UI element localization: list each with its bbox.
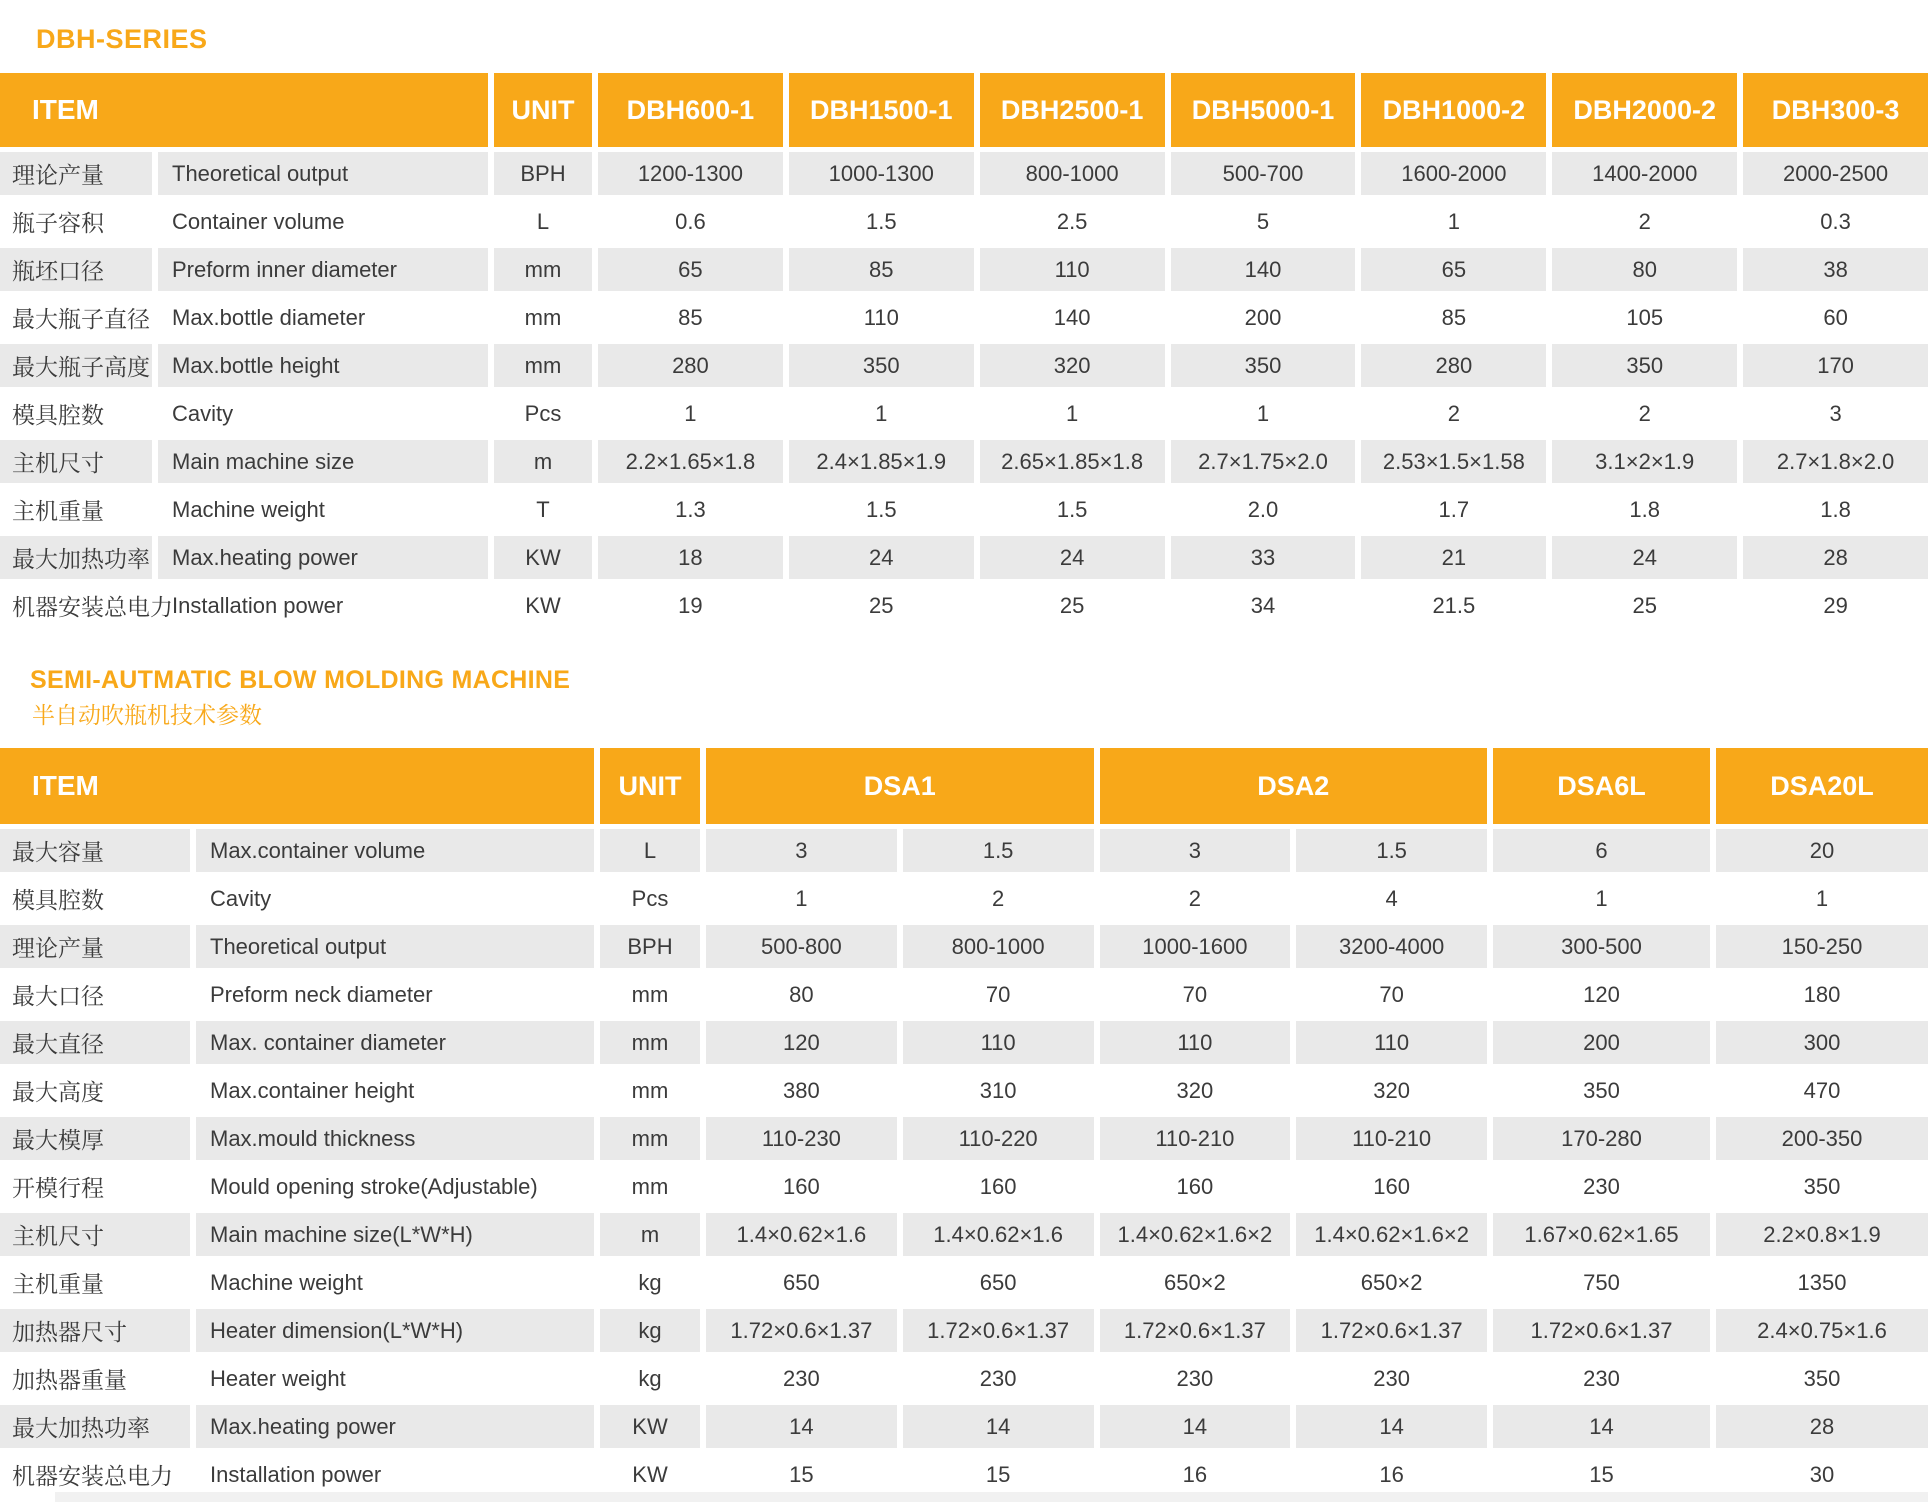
- cell-value: 25: [1059, 592, 1085, 618]
- cell-value: 65: [1361, 248, 1546, 291]
- row-label-en: Main machine size(L*W*H): [196, 1213, 594, 1256]
- row-label-en: Preform inner diameter: [158, 248, 488, 291]
- cell-value: 5: [1256, 208, 1270, 234]
- cell-value: 2.2×0.8×1.9: [1716, 1213, 1928, 1256]
- cell-value: 70: [985, 981, 1011, 1007]
- row-label-en: Installation power: [172, 592, 344, 618]
- column-header-item: ITEM: [0, 748, 594, 824]
- row-label-zh: 主机重量: [12, 1271, 104, 1297]
- column-header-model: DBH1000-2: [1361, 73, 1546, 147]
- cell-value: 1200-1300: [598, 152, 783, 195]
- cell-value: 0.3: [1820, 208, 1851, 234]
- cell-value: 2: [1188, 885, 1201, 911]
- cell-value: 110: [980, 248, 1165, 291]
- cell-value: 14: [1493, 1405, 1710, 1448]
- cell-value: 320: [1176, 1077, 1214, 1103]
- cell-value: 320: [1373, 1077, 1410, 1103]
- cell-value: 0.6: [675, 208, 706, 234]
- cell-value: 2.4×0.75×1.6: [1716, 1309, 1928, 1352]
- cell-value: 230: [1583, 1173, 1620, 1199]
- cell-value: 3200-4000: [1296, 925, 1487, 968]
- cell-value: 1400-2000: [1552, 152, 1737, 195]
- cell-value: 350: [1171, 344, 1356, 387]
- cell-value: 25: [1632, 592, 1657, 618]
- cell-value: 230: [1583, 1365, 1620, 1391]
- cell-value: 1.72×0.6×1.37: [903, 1309, 1094, 1352]
- cell-value: 28: [1716, 1405, 1928, 1448]
- row-label-zh: 最大瓶子直径: [12, 306, 150, 332]
- column-header-unit: UNIT: [494, 73, 592, 147]
- cell-value: 1: [1447, 208, 1460, 234]
- row-label-en: Cavity: [210, 885, 272, 911]
- cell-value: 1.72×0.6×1.37: [1493, 1309, 1710, 1352]
- row-label-en: Theoretical output: [158, 152, 488, 195]
- cell-value: 16: [1379, 1461, 1404, 1487]
- cell-value: 105: [1626, 304, 1664, 330]
- row-label-en: Max.bottle height: [158, 344, 488, 387]
- cell-value: 2: [1638, 208, 1651, 234]
- cell-value: 21.5: [1432, 592, 1476, 618]
- row-unit: T: [536, 496, 550, 522]
- cell-value: 60: [1823, 304, 1848, 330]
- row-label-zh: 加热器重量: [12, 1367, 127, 1393]
- cell-value: 85: [1441, 304, 1467, 330]
- column-header-model: DBH1500-1: [789, 73, 974, 147]
- cell-value: 2.2×1.65×1.8: [598, 440, 783, 483]
- cell-value: 4: [1385, 885, 1398, 911]
- cell-value: 320: [980, 344, 1165, 387]
- cell-value: 20: [1716, 829, 1928, 872]
- cell-value: 70: [1182, 981, 1208, 1007]
- row-label-zh: 最大瓶子高度: [0, 344, 152, 387]
- cell-value: 230: [1176, 1365, 1214, 1391]
- cell-value: 1.72×0.6×1.37: [1100, 1309, 1291, 1352]
- cell-value: 16: [1182, 1461, 1208, 1487]
- cell-value: 14: [1296, 1405, 1487, 1448]
- cell-value: 38: [1743, 248, 1928, 291]
- cell-value: 34: [1250, 592, 1276, 618]
- row-unit: mm: [631, 981, 669, 1007]
- row-unit: mm: [494, 344, 592, 387]
- cell-value: 160: [979, 1173, 1017, 1199]
- cell-value: 15: [789, 1461, 814, 1487]
- cell-value: 3: [706, 829, 897, 872]
- cell-value: 1: [1256, 400, 1270, 426]
- cell-value: 350: [1552, 344, 1737, 387]
- cell-value: 2: [1447, 400, 1460, 426]
- row-label-en: Max.bottle diameter: [172, 304, 366, 330]
- cell-value: 80: [1552, 248, 1737, 291]
- cell-value: 800-1000: [903, 925, 1094, 968]
- row-unit: L: [536, 208, 550, 234]
- cell-value: 170-280: [1493, 1117, 1710, 1160]
- row-unit: KW: [600, 1405, 700, 1448]
- column-header-model: DSA20L: [1716, 748, 1928, 824]
- cell-value: 200: [1244, 304, 1282, 330]
- cell-value: 1.4×0.62×1.6×2: [1100, 1213, 1291, 1256]
- cell-value: 350: [1803, 1173, 1841, 1199]
- cell-value: 120: [1583, 981, 1620, 1007]
- cell-value: 350: [789, 344, 974, 387]
- cell-value: 6: [1493, 829, 1710, 872]
- row-unit: KW: [525, 592, 561, 618]
- row-label-en: Max.container volume: [196, 829, 594, 872]
- cell-value: 18: [598, 536, 783, 579]
- column-header-model: DSA2: [1100, 748, 1488, 824]
- cell-value: 1000-1600: [1100, 925, 1291, 968]
- row-label-en: Max.heating power: [196, 1405, 594, 1448]
- cell-value: 3.1×2×1.9: [1552, 440, 1737, 483]
- cell-value: 2.53×1.5×1.58: [1361, 440, 1546, 483]
- row-unit: kg: [638, 1269, 662, 1295]
- row-unit: L: [600, 829, 700, 872]
- row-label-zh: 最大容量: [0, 829, 190, 872]
- cell-value: 15: [1589, 1461, 1614, 1487]
- cell-value: 1.67×0.62×1.65: [1493, 1213, 1710, 1256]
- row-label-zh: 最大高度: [12, 1079, 104, 1105]
- cell-value: 230: [783, 1365, 820, 1391]
- cell-value: 2: [1638, 400, 1651, 426]
- column-header-model: DBH5000-1: [1171, 73, 1356, 147]
- row-unit: mm: [524, 304, 562, 330]
- cell-value: 33: [1171, 536, 1356, 579]
- row-label-zh: 机器安装总电力: [12, 594, 173, 620]
- row-label-en: Preform neck diameter: [210, 981, 433, 1007]
- cell-value: 2.5: [1056, 208, 1088, 234]
- column-header-unit: UNIT: [600, 748, 700, 824]
- cell-value: 140: [1171, 248, 1356, 291]
- cell-value: 1: [875, 400, 888, 426]
- row-unit: m: [600, 1213, 700, 1256]
- cell-value: 1.5: [865, 496, 897, 522]
- cell-value: 30: [1809, 1461, 1835, 1487]
- row-label-zh: 理论产量: [0, 925, 190, 968]
- cell-value: 800-1000: [980, 152, 1165, 195]
- cell-value: 1.72×0.6×1.37: [706, 1309, 897, 1352]
- cell-value: 19: [678, 592, 703, 618]
- row-label-en: Main machine size: [158, 440, 488, 483]
- cell-value: 350: [1583, 1077, 1620, 1103]
- cell-value: 3: [1829, 400, 1842, 426]
- cell-value: 1.4×0.62×1.6: [903, 1213, 1094, 1256]
- cell-value: 1.8: [1629, 496, 1660, 522]
- cell-value: 650: [783, 1269, 820, 1295]
- cell-value: 160: [1373, 1173, 1410, 1199]
- row-label-en: Theoretical output: [196, 925, 594, 968]
- cell-value: 750: [1583, 1269, 1620, 1295]
- row-label-zh: 机器安装总电力: [12, 1463, 173, 1489]
- cell-value: 29: [1823, 592, 1848, 618]
- cell-value: 2: [992, 885, 1005, 911]
- cell-value: 170: [1743, 344, 1928, 387]
- cell-value: 500-700: [1171, 152, 1356, 195]
- row-unit: KW: [632, 1461, 668, 1487]
- row-label-en: Max.heating power: [158, 536, 488, 579]
- cell-value: 1.4×0.62×1.6: [706, 1213, 897, 1256]
- cell-value: 280: [1361, 344, 1546, 387]
- row-unit: mm: [631, 1173, 669, 1199]
- cell-value: 3: [1100, 829, 1291, 872]
- cell-value: 1.3: [675, 496, 706, 522]
- cell-value: 110: [903, 1021, 1094, 1064]
- cell-value: 650: [979, 1269, 1017, 1295]
- column-header-model: DBH2000-2: [1552, 73, 1737, 147]
- row-unit: kg: [638, 1365, 662, 1391]
- cell-value: 110-220: [903, 1117, 1094, 1160]
- cell-value: 350: [1803, 1365, 1841, 1391]
- column-header-model: DBH300-3: [1743, 73, 1928, 147]
- row-label-zh: 模具腔数: [12, 402, 104, 428]
- cell-value: 2000-2500: [1743, 152, 1928, 195]
- cell-value: 65: [598, 248, 783, 291]
- cell-value: 21: [1361, 536, 1546, 579]
- cell-value: 80: [789, 981, 814, 1007]
- row-label-zh: 瓶子容积: [12, 210, 104, 236]
- row-label-en: Cavity: [172, 400, 234, 426]
- cell-value: 310: [979, 1077, 1017, 1103]
- cell-value: 280: [598, 344, 783, 387]
- cell-value: 2.7×1.75×2.0: [1171, 440, 1356, 483]
- row-label-en: Max.mould thickness: [196, 1117, 594, 1160]
- row-label-en: Installation power: [210, 1461, 382, 1487]
- column-header-model: DSA1: [706, 748, 1094, 824]
- cell-value: 1.7: [1438, 496, 1470, 522]
- cell-value: 1.5: [1296, 829, 1487, 872]
- cell-value: 1600-2000: [1361, 152, 1546, 195]
- cell-value: 110-210: [1296, 1117, 1487, 1160]
- row-unit: mm: [631, 1077, 669, 1103]
- cell-value: 1.72×0.6×1.37: [1296, 1309, 1487, 1352]
- semi-auto-title-en: SEMI-AUTMATIC BLOW MOLDING MACHINE: [30, 666, 571, 694]
- cell-value: 85: [789, 248, 974, 291]
- row-unit: BPH: [600, 925, 700, 968]
- cell-value: 1000-1300: [789, 152, 974, 195]
- column-header-model: DBH2500-1: [980, 73, 1165, 147]
- cell-value: 1: [795, 885, 808, 911]
- cell-value: 14: [1100, 1405, 1291, 1448]
- row-label-zh: 最大模厚: [0, 1117, 190, 1160]
- cell-value: 160: [1176, 1173, 1214, 1199]
- row-label-zh: 最大口径: [12, 983, 104, 1009]
- row-label-en: Heater dimension(L*W*H): [196, 1309, 594, 1352]
- cell-value: 15: [985, 1461, 1011, 1487]
- cell-value: 1.5: [903, 829, 1094, 872]
- cell-value: 160: [783, 1173, 820, 1199]
- dbh-series-title: DBH-SERIES: [36, 24, 208, 54]
- semi-auto-title-zh: 半自动吹瓶机技术参数: [32, 702, 262, 728]
- cell-value: 1350: [1797, 1269, 1847, 1295]
- cell-value: 1.5: [1056, 496, 1088, 522]
- row-unit: BPH: [494, 152, 592, 195]
- cell-value: 650×2: [1360, 1269, 1423, 1295]
- cell-value: 180: [1803, 981, 1841, 1007]
- cell-value: 110-210: [1100, 1117, 1291, 1160]
- cell-value: 110: [1100, 1021, 1291, 1064]
- cell-value: 24: [1552, 536, 1737, 579]
- cell-value: 300-500: [1493, 925, 1710, 968]
- row-label-zh: 最大加热功率: [0, 1405, 190, 1448]
- cell-value: 1.4×0.62×1.6×2: [1296, 1213, 1487, 1256]
- row-label-zh: 开模行程: [12, 1175, 104, 1201]
- row-label-en: Max. container diameter: [196, 1021, 594, 1064]
- cell-value: 70: [1379, 981, 1404, 1007]
- dbh-series-spec-table: [0, 73, 1928, 627]
- cell-value: 25: [869, 592, 894, 618]
- row-label-en: Container volume: [172, 208, 345, 234]
- bottom-strip: [55, 1492, 1928, 1502]
- cell-value: 1.5: [865, 208, 897, 234]
- row-label-en: Mould opening stroke(Adjustable): [210, 1173, 538, 1199]
- cell-value: 300: [1716, 1021, 1928, 1064]
- cell-value: 2.0: [1247, 496, 1279, 522]
- row-label-zh: 主机尺寸: [0, 440, 152, 483]
- row-label-zh: 加热器尺寸: [0, 1309, 190, 1352]
- cell-value: 120: [706, 1021, 897, 1064]
- cell-value: 500-800: [706, 925, 897, 968]
- cell-value: 150-250: [1716, 925, 1928, 968]
- row-label-zh: 理论产量: [0, 152, 152, 195]
- row-label-zh: 主机尺寸: [0, 1213, 190, 1256]
- row-unit: kg: [600, 1309, 700, 1352]
- row-unit: Pcs: [524, 400, 562, 426]
- cell-value: 230: [979, 1365, 1017, 1391]
- row-label-en: Max.container height: [210, 1077, 415, 1103]
- row-label-zh: 模具腔数: [12, 887, 104, 913]
- row-unit: mm: [600, 1117, 700, 1160]
- cell-value: 1.8: [1820, 496, 1851, 522]
- row-label-en: Machine weight: [172, 496, 325, 522]
- row-label-zh: 主机重量: [12, 498, 104, 524]
- semi-auto-spec-table: [0, 748, 1928, 1496]
- cell-value: 14: [903, 1405, 1094, 1448]
- cell-value: 110-230: [706, 1117, 897, 1160]
- cell-value: 110: [1296, 1021, 1487, 1064]
- row-label-zh: 最大直径: [0, 1021, 190, 1064]
- cell-value: 1: [684, 400, 697, 426]
- row-unit: Pcs: [631, 885, 669, 911]
- cell-value: 470: [1803, 1077, 1841, 1103]
- row-label-en: Machine weight: [210, 1269, 363, 1295]
- row-unit: m: [494, 440, 592, 483]
- row-unit: mm: [600, 1021, 700, 1064]
- cell-value: 1: [1066, 400, 1079, 426]
- cell-value: 28: [1743, 536, 1928, 579]
- cell-value: 140: [1053, 304, 1091, 330]
- cell-value: 1: [1815, 885, 1829, 911]
- cell-value: 110: [863, 304, 899, 330]
- row-label-en: Heater weight: [210, 1365, 346, 1391]
- column-header-item: ITEM: [0, 73, 488, 147]
- cell-value: 85: [678, 304, 703, 330]
- row-label-zh: 最大加热功率: [0, 536, 152, 579]
- row-unit: KW: [494, 536, 592, 579]
- cell-value: 200: [1493, 1021, 1710, 1064]
- cell-value: 24: [980, 536, 1165, 579]
- cell-value: 230: [1373, 1365, 1410, 1391]
- cell-value: 2.7×1.8×2.0: [1743, 440, 1928, 483]
- row-unit: mm: [494, 248, 592, 291]
- cell-value: 24: [789, 536, 974, 579]
- cell-value: 650×2: [1163, 1269, 1226, 1295]
- cell-value: 2.4×1.85×1.9: [789, 440, 974, 483]
- cell-value: 2.65×1.85×1.8: [980, 440, 1165, 483]
- column-header-model: DSA6L: [1493, 748, 1710, 824]
- cell-value: 380: [783, 1077, 820, 1103]
- cell-value: 1: [1595, 885, 1608, 911]
- cell-value: 200-350: [1716, 1117, 1928, 1160]
- row-label-zh: 瓶坯口径: [0, 248, 152, 291]
- cell-value: 14: [706, 1405, 897, 1448]
- column-header-model: DBH600-1: [598, 73, 783, 147]
